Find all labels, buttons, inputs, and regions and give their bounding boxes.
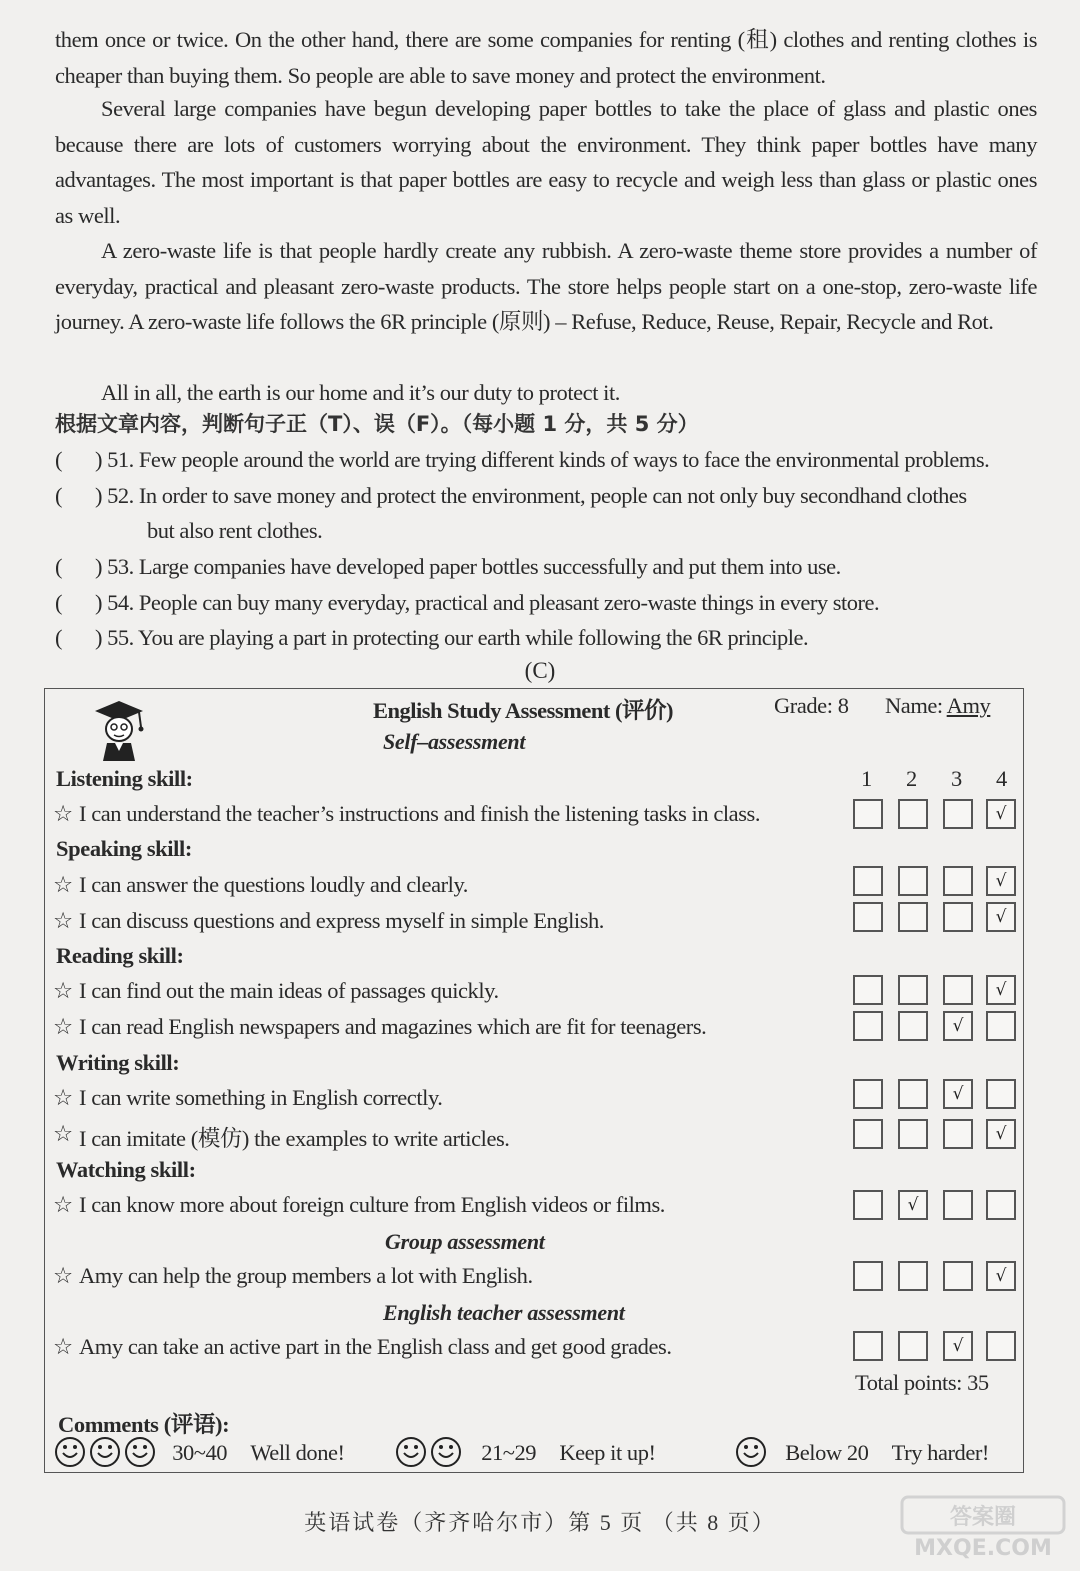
star-icon: ☆ (53, 1334, 73, 1359)
assessment-item: I can read English newspapers and magazines which are fit for teenagers. (79, 1014, 707, 1039)
page-footer: 英语试卷（齐齐哈尔市）第 5 页 （共 8 页） (304, 1510, 776, 1535)
rating-checkbox[interactable] (853, 975, 883, 1005)
svg-text:MXQE.COM: MXQE.COM (914, 1536, 1052, 1561)
assessment-item: I can write something in English correctly. (79, 1085, 443, 1110)
rating-checkbox[interactable] (986, 1190, 1016, 1220)
question-text: 54. People can buy many everyday, practical and pleasant zero-waste things in every store. (107, 590, 880, 615)
rating-checkbox[interactable] (853, 1190, 883, 1220)
question-54: ( ) 54. People can buy many everyday, practical and pleasant zero-waste things in every store. (55, 585, 879, 620)
question-text: 51. Few people around the world are trying different kinds of ways to face the environmental problems. (107, 447, 990, 472)
assessment-item: Amy can help the group members a lot with English. (79, 1263, 533, 1288)
rating-checkbox[interactable] (853, 1119, 883, 1149)
rating-checkbox[interactable]: √ (986, 1261, 1016, 1291)
group-assessment-heading: Group assessment (385, 1229, 545, 1254)
answer-blank[interactable]: ( (55, 554, 62, 579)
column-2-label: 2 (906, 766, 918, 791)
rating-checkbox[interactable] (898, 1079, 928, 1109)
question-51: ( ) 51. Few people around the world are trying different kinds of ways to face the environmental problems. (55, 442, 989, 477)
rating-checkbox[interactable] (986, 1011, 1016, 1041)
rating-checkbox[interactable] (943, 1119, 973, 1149)
passage-paragraph: A zero-waste life is that people hardly create any rubbish. A zero-waste theme store provides a number of everyday, practical and pleasant zero-waste products. The store helps people start on a one-stop, zero-waste life journey. A zero-waste life follows the 6R principle (原则) – Refuse, Reduce, Reuse, Repair, Recycle and Rot. (55, 238, 1037, 334)
rating-checkbox[interactable] (986, 1079, 1016, 1109)
name-value: Amy (946, 693, 991, 718)
rating-checkbox[interactable]: √ (943, 1331, 973, 1361)
rating-checkbox[interactable]: √ (986, 866, 1016, 896)
svg-text:答案圈: 答案圈 (949, 1505, 1017, 1530)
comment-good: 21~29 Keep it up! (394, 1437, 656, 1473)
rating-checkbox[interactable]: √ (986, 799, 1016, 829)
smiley-icon (734, 1437, 770, 1473)
smiley-icon (53, 1437, 159, 1473)
passage-paragraph: them once or twice. On the other hand, there are some companies for renting (租) clothes and renting clothes is cheaper than buying them. So people are able to save money and protect the environment. (55, 27, 1037, 88)
comment-needs-work: Below 20 Try harder! (734, 1437, 989, 1473)
graduate-icon (89, 697, 149, 761)
section-label: (C) (524, 658, 556, 683)
question-52: ( ) 52. In order to save money and protect the environment, people can not only buy secondhand clothes but also rent clothes. (55, 478, 967, 548)
rating-checkbox[interactable] (898, 799, 928, 829)
star-icon: ☆ (53, 872, 73, 897)
answer-blank[interactable]: ( (55, 447, 62, 472)
question-53: ( ) 53. Large companies have developed paper bottles successfully and put them into use. (55, 549, 841, 584)
rating-checkbox[interactable]: √ (986, 975, 1016, 1005)
smiley-icon (394, 1437, 466, 1473)
rating-checkbox[interactable] (898, 1011, 928, 1041)
assessment-item: Amy can take an active part in the English class and get good grades. (79, 1334, 672, 1359)
rating-checkbox[interactable] (898, 975, 928, 1005)
task-instruction: 根据文章内容，判断句子正（T）、误（F）。（每小题 1 分，共 5 分） (55, 412, 699, 436)
rating-checkbox[interactable]: √ (943, 1079, 973, 1109)
star-icon: ☆ (53, 978, 73, 1003)
rating-checkbox[interactable] (853, 902, 883, 932)
rating-checkbox[interactable] (986, 1331, 1016, 1361)
teacher-assessment-heading: English teacher assessment (383, 1300, 625, 1325)
rating-checkbox[interactable] (943, 975, 973, 1005)
column-1-label: 1 (861, 766, 873, 791)
total-points: Total points: 35 (855, 1370, 989, 1395)
assessment-item: I can answer the questions loudly and clearly. (79, 872, 468, 897)
rating-checkbox[interactable] (853, 1261, 883, 1291)
grade-label: Grade: 8 (774, 693, 849, 718)
self-assessment-heading: Self–assessment (383, 729, 526, 754)
rating-checkbox[interactable]: √ (943, 1011, 973, 1041)
rating-checkbox[interactable] (943, 1261, 973, 1291)
rating-checkbox[interactable] (943, 799, 973, 829)
assessment-item: I can imitate (模仿) the examples to write articles. (79, 1126, 510, 1151)
rating-checkbox[interactable] (898, 1119, 928, 1149)
watching-skill-heading: Watching skill: (56, 1157, 196, 1182)
question-text: 55. You are playing a part in protecting our earth while following the 6R principle. (107, 625, 809, 650)
comment-excellent: 30~40 Well done! (53, 1437, 345, 1473)
assessment-item: I can understand the teacher’s instructions and finish the listening tasks in class. (79, 801, 760, 826)
passage-paragraph: All in all, the earth is our home and it’s our duty to protect it. (101, 380, 620, 405)
speaking-skill-heading: Speaking skill: (56, 836, 192, 861)
question-55: ( ) 55. You are playing a part in protecting our earth while following the 6R principle. (55, 620, 808, 655)
form-title: English Study Assessment (评价) (373, 698, 673, 723)
question-text-cont: but also rent clothes. (147, 518, 323, 543)
answer-blank[interactable]: ( (55, 625, 62, 650)
writing-skill-heading: Writing skill: (56, 1050, 180, 1075)
rating-checkbox[interactable] (853, 1331, 883, 1361)
assessment-item: I can discuss questions and express myself in simple English. (79, 908, 604, 933)
student-name: Name: Amy (885, 693, 991, 718)
star-icon: ☆ (53, 1085, 73, 1110)
rating-checkbox[interactable] (898, 866, 928, 896)
rating-checkbox[interactable] (898, 902, 928, 932)
rating-checkbox[interactable] (943, 902, 973, 932)
answer-blank[interactable]: ( (55, 590, 62, 615)
rating-checkbox[interactable]: √ (986, 902, 1016, 932)
star-icon: ☆ (53, 1014, 73, 1039)
listening-skill-heading: Listening skill: (56, 766, 193, 791)
rating-checkbox[interactable] (853, 799, 883, 829)
reading-skill-heading: Reading skill: (56, 943, 184, 968)
watermark-logo (898, 1491, 1068, 1561)
star-icon: ☆ (53, 1192, 73, 1217)
assessment-form (44, 688, 1024, 1473)
column-3-label: 3 (951, 766, 963, 791)
rating-checkbox[interactable]: √ (898, 1190, 928, 1220)
passage-paragraph: Several large companies have begun developing paper bottles to take the place of glass and plastic ones because there are lots of customers worrying about the environment. They think paper bottles have many advantages. The most important is that paper bottles are easy to recycle and weigh less than glass or plastic ones as well. (55, 96, 1037, 228)
assessment-item: I can find out the main ideas of passages quickly. (79, 978, 499, 1003)
rating-checkbox[interactable] (853, 866, 883, 896)
rating-checkbox[interactable] (853, 1079, 883, 1109)
rating-checkbox[interactable] (898, 1331, 928, 1361)
answer-blank[interactable]: ( (55, 483, 62, 508)
column-4-label: 4 (996, 766, 1008, 791)
rating-checkbox[interactable]: √ (986, 1119, 1016, 1149)
question-text: 53. Large companies have developed paper bottles successfully and put them into use. (107, 554, 841, 579)
rating-checkbox[interactable] (898, 1261, 928, 1291)
star-icon: ☆ (53, 1263, 73, 1288)
comments-heading: Comments (评语): (58, 1412, 230, 1437)
assessment-item: I can know more about foreign culture from English videos or films. (79, 1192, 665, 1217)
rating-checkbox[interactable] (943, 866, 973, 896)
rating-checkbox[interactable] (943, 1190, 973, 1220)
star-icon: ☆ (53, 1121, 73, 1146)
star-icon: ☆ (53, 801, 73, 826)
question-text: 52. In order to save money and protect the environment, people can not only buy secondhand clothes (107, 483, 967, 508)
rating-checkbox[interactable] (853, 1011, 883, 1041)
star-icon: ☆ (53, 908, 73, 933)
